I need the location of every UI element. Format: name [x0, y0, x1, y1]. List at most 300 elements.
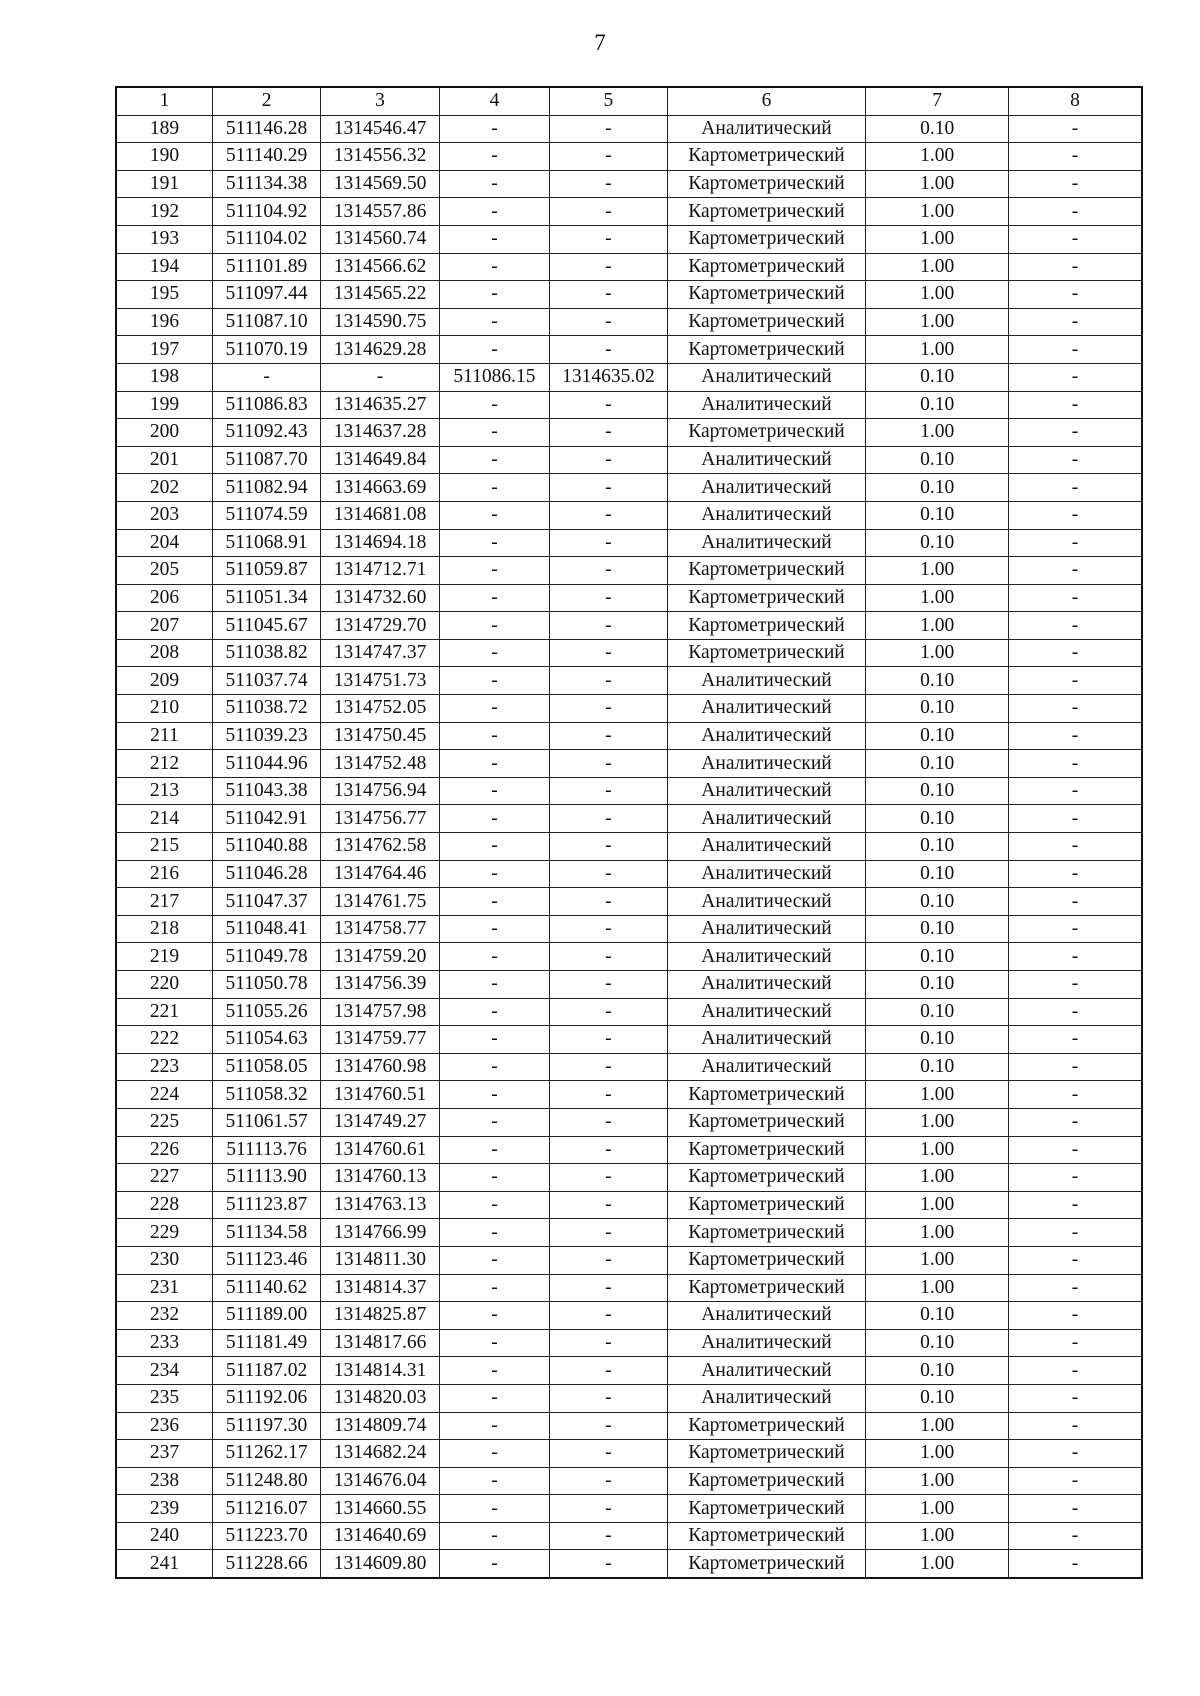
description-cell: - — [1008, 1302, 1142, 1330]
x-new-cell: - — [439, 1026, 549, 1054]
description-cell: - — [1008, 833, 1142, 861]
description-cell: - — [1008, 1191, 1142, 1219]
x-new-cell: - — [439, 1440, 549, 1468]
y-coordinate-cell: 1314757.98 — [321, 998, 439, 1026]
description-cell: - — [1008, 336, 1142, 364]
table-row — [116, 1495, 1142, 1523]
y-coordinate-cell: 1314760.51 — [321, 1081, 439, 1109]
y-coordinate-cell: 1314756.94 — [321, 777, 439, 805]
accuracy-cell: 1.00 — [866, 308, 1009, 336]
point-number-cell: 193 — [116, 225, 212, 253]
x-coordinate-cell: 511074.59 — [212, 501, 320, 529]
x-coordinate-cell: 511049.78 — [212, 943, 320, 971]
y-coordinate-cell: 1314629.28 — [321, 336, 439, 364]
column-header-3: 3 — [321, 87, 439, 115]
x-new-cell: - — [439, 446, 549, 474]
table-row — [116, 1246, 1142, 1274]
x-new-cell: - — [439, 1522, 549, 1550]
accuracy-cell: 1.00 — [866, 1522, 1009, 1550]
table-row — [116, 1467, 1142, 1495]
point-number-cell: 231 — [116, 1274, 212, 1302]
method-cell: Картометрический — [667, 419, 866, 447]
x-coordinate-cell: 511113.90 — [212, 1164, 320, 1192]
y-coordinate-cell: 1314764.46 — [321, 860, 439, 888]
x-new-cell: - — [439, 1384, 549, 1412]
x-new-cell: - — [439, 253, 549, 281]
x-new-cell: 511086.15 — [439, 363, 549, 391]
coordinates-table — [115, 86, 1143, 1579]
y-new-cell: - — [550, 1302, 667, 1330]
x-coordinate-cell: 511054.63 — [212, 1026, 320, 1054]
table-row — [116, 1302, 1142, 1330]
accuracy-cell: 0.10 — [866, 1026, 1009, 1054]
x-coordinate-cell: 511197.30 — [212, 1412, 320, 1440]
description-cell: - — [1008, 1384, 1142, 1412]
y-new-cell: - — [550, 1081, 667, 1109]
description-cell: - — [1008, 281, 1142, 309]
y-coordinate-cell: 1314763.13 — [321, 1191, 439, 1219]
accuracy-cell: 0.10 — [866, 943, 1009, 971]
y-new-cell: - — [550, 474, 667, 502]
table-row — [116, 1053, 1142, 1081]
method-cell: Аналитический — [667, 998, 866, 1026]
point-number-cell: 223 — [116, 1053, 212, 1081]
y-coordinate-cell: 1314681.08 — [321, 501, 439, 529]
description-cell: - — [1008, 1522, 1142, 1550]
y-coordinate-cell: 1314751.73 — [321, 667, 439, 695]
description-cell: - — [1008, 860, 1142, 888]
description-cell: - — [1008, 1412, 1142, 1440]
accuracy-cell: 1.00 — [866, 1136, 1009, 1164]
x-coordinate-cell: 511058.05 — [212, 1053, 320, 1081]
y-coordinate-cell: 1314566.62 — [321, 253, 439, 281]
accuracy-cell: 1.00 — [866, 1191, 1009, 1219]
x-coordinate-cell: 511104.02 — [212, 225, 320, 253]
point-number-cell: 204 — [116, 529, 212, 557]
method-cell: Аналитический — [667, 1053, 866, 1081]
accuracy-cell: 1.00 — [866, 1495, 1009, 1523]
x-coordinate-cell: 511055.26 — [212, 998, 320, 1026]
x-new-cell: - — [439, 529, 549, 557]
x-coordinate-cell: 511068.91 — [212, 529, 320, 557]
x-new-cell: - — [439, 1219, 549, 1247]
x-coordinate-cell: 511101.89 — [212, 253, 320, 281]
y-new-cell: - — [550, 1440, 667, 1468]
point-number-cell: 201 — [116, 446, 212, 474]
description-cell: - — [1008, 584, 1142, 612]
column-header-6: 6 — [667, 87, 866, 115]
x-new-cell: - — [439, 198, 549, 226]
y-new-cell: - — [550, 1550, 667, 1578]
y-coordinate-cell: 1314732.60 — [321, 584, 439, 612]
x-coordinate-cell: 511044.96 — [212, 750, 320, 778]
x-new-cell: - — [439, 1495, 549, 1523]
accuracy-cell: 1.00 — [866, 1081, 1009, 1109]
y-coordinate-cell: 1314747.37 — [321, 639, 439, 667]
point-number-cell: 194 — [116, 253, 212, 281]
x-new-cell: - — [439, 1467, 549, 1495]
method-cell: Аналитический — [667, 915, 866, 943]
x-new-cell: - — [439, 1136, 549, 1164]
x-coordinate-cell: 511037.74 — [212, 667, 320, 695]
description-cell: - — [1008, 1495, 1142, 1523]
point-number-cell: 238 — [116, 1467, 212, 1495]
y-coordinate-cell: 1314712.71 — [321, 557, 439, 585]
x-coordinate-cell: 511058.32 — [212, 1081, 320, 1109]
description-cell: - — [1008, 943, 1142, 971]
description-cell: - — [1008, 1357, 1142, 1385]
y-new-cell: - — [550, 1384, 667, 1412]
accuracy-cell: 1.00 — [866, 1164, 1009, 1192]
description-cell: - — [1008, 170, 1142, 198]
table-row — [116, 998, 1142, 1026]
method-cell: Картометрический — [667, 1412, 866, 1440]
method-cell: Картометрический — [667, 639, 866, 667]
column-header-4: 4 — [439, 87, 549, 115]
x-new-cell: - — [439, 1550, 549, 1578]
x-new-cell: - — [439, 419, 549, 447]
y-new-cell: - — [550, 998, 667, 1026]
method-cell: Картометрический — [667, 170, 866, 198]
description-cell: - — [1008, 1550, 1142, 1578]
description-cell: - — [1008, 612, 1142, 640]
y-coordinate-cell: 1314569.50 — [321, 170, 439, 198]
x-coordinate-cell: 511228.66 — [212, 1550, 320, 1578]
page-number: 7 — [594, 30, 606, 55]
x-new-cell: - — [439, 777, 549, 805]
y-coordinate-cell: 1314649.84 — [321, 446, 439, 474]
table-row — [116, 1108, 1142, 1136]
y-new-cell: - — [550, 1026, 667, 1054]
accuracy-cell: 1.00 — [866, 1108, 1009, 1136]
y-coordinate-cell: 1314682.24 — [321, 1440, 439, 1468]
x-coordinate-cell: 511104.92 — [212, 198, 320, 226]
description-cell: - — [1008, 805, 1142, 833]
x-new-cell: - — [439, 1329, 549, 1357]
y-coordinate-cell: 1314663.69 — [321, 474, 439, 502]
accuracy-cell: 1.00 — [866, 1274, 1009, 1302]
description-cell: - — [1008, 419, 1142, 447]
description-cell: - — [1008, 695, 1142, 723]
y-coordinate-cell: 1314635.27 — [321, 391, 439, 419]
method-cell: Аналитический — [667, 529, 866, 557]
y-coordinate-cell: 1314749.27 — [321, 1108, 439, 1136]
description-cell: - — [1008, 998, 1142, 1026]
accuracy-cell: 0.10 — [866, 998, 1009, 1026]
y-coordinate-cell: 1314590.75 — [321, 308, 439, 336]
table-row — [116, 363, 1142, 391]
y-new-cell: - — [550, 915, 667, 943]
x-new-cell: - — [439, 695, 549, 723]
x-coordinate-cell: 511123.87 — [212, 1191, 320, 1219]
description-cell: - — [1008, 1219, 1142, 1247]
y-coordinate-cell: 1314814.31 — [321, 1357, 439, 1385]
description-cell: - — [1008, 115, 1142, 143]
method-cell: Картометрический — [667, 143, 866, 171]
point-number-cell: 239 — [116, 1495, 212, 1523]
accuracy-cell: 0.10 — [866, 722, 1009, 750]
x-coordinate-cell: 511040.88 — [212, 833, 320, 861]
accuracy-cell: 0.10 — [866, 446, 1009, 474]
x-coordinate-cell: 511140.62 — [212, 1274, 320, 1302]
description-cell: - — [1008, 722, 1142, 750]
column-header-2: 2 — [212, 87, 320, 115]
table-row — [116, 198, 1142, 226]
point-number-cell: 190 — [116, 143, 212, 171]
y-coordinate-cell: 1314557.86 — [321, 198, 439, 226]
method-cell: Аналитический — [667, 777, 866, 805]
table-row — [116, 557, 1142, 585]
y-new-cell: - — [550, 1522, 667, 1550]
table-row — [116, 971, 1142, 999]
x-coordinate-cell: 511047.37 — [212, 888, 320, 916]
y-coordinate-cell: 1314660.55 — [321, 1495, 439, 1523]
description-cell: - — [1008, 363, 1142, 391]
x-new-cell: - — [439, 1274, 549, 1302]
method-cell: Аналитический — [667, 833, 866, 861]
x-coordinate-cell: 511216.07 — [212, 1495, 320, 1523]
x-new-cell: - — [439, 750, 549, 778]
y-coordinate-cell: 1314814.37 — [321, 1274, 439, 1302]
x-coordinate-cell: 511189.00 — [212, 1302, 320, 1330]
description-cell: - — [1008, 777, 1142, 805]
method-cell: Аналитический — [667, 391, 866, 419]
table-row — [116, 888, 1142, 916]
x-new-cell: - — [439, 722, 549, 750]
description-cell: - — [1008, 915, 1142, 943]
x-coordinate-cell: 511092.43 — [212, 419, 320, 447]
table-row — [116, 584, 1142, 612]
point-number-cell: 198 — [116, 363, 212, 391]
x-new-cell: - — [439, 501, 549, 529]
x-new-cell: - — [439, 474, 549, 502]
method-cell: Картометрический — [667, 1219, 866, 1247]
y-new-cell: - — [550, 722, 667, 750]
y-new-cell: - — [550, 198, 667, 226]
y-new-cell: - — [550, 336, 667, 364]
accuracy-cell: 0.10 — [866, 750, 1009, 778]
y-coordinate-cell: 1314762.58 — [321, 833, 439, 861]
y-new-cell: - — [550, 971, 667, 999]
method-cell: Картометрический — [667, 1191, 866, 1219]
y-new-cell: - — [550, 1136, 667, 1164]
y-new-cell: - — [550, 1191, 667, 1219]
y-new-cell: - — [550, 115, 667, 143]
method-cell: Картометрический — [667, 336, 866, 364]
description-cell: - — [1008, 1026, 1142, 1054]
x-new-cell: - — [439, 888, 549, 916]
x-new-cell: - — [439, 1053, 549, 1081]
y-new-cell: - — [550, 446, 667, 474]
table-row — [116, 115, 1142, 143]
table-row — [116, 253, 1142, 281]
description-cell: - — [1008, 253, 1142, 281]
y-new-cell: - — [550, 1495, 667, 1523]
accuracy-cell: 1.00 — [866, 336, 1009, 364]
table-row — [116, 943, 1142, 971]
y-new-cell: 1314635.02 — [550, 363, 667, 391]
accuracy-cell: 1.00 — [866, 1246, 1009, 1274]
y-new-cell: - — [550, 1357, 667, 1385]
method-cell: Аналитический — [667, 1026, 866, 1054]
y-coordinate-cell: 1314546.47 — [321, 115, 439, 143]
description-cell: - — [1008, 750, 1142, 778]
x-new-cell: - — [439, 170, 549, 198]
y-coordinate-cell: 1314752.48 — [321, 750, 439, 778]
x-coordinate-cell: 511051.34 — [212, 584, 320, 612]
table-row — [116, 225, 1142, 253]
point-number-cell: 219 — [116, 943, 212, 971]
accuracy-cell: 1.00 — [866, 1219, 1009, 1247]
method-cell: Аналитический — [667, 943, 866, 971]
point-number-cell: 240 — [116, 1522, 212, 1550]
method-cell: Аналитический — [667, 1357, 866, 1385]
x-new-cell: - — [439, 308, 549, 336]
table-row — [116, 1219, 1142, 1247]
y-coordinate-cell: 1314825.87 — [321, 1302, 439, 1330]
point-number-cell: 191 — [116, 170, 212, 198]
point-number-cell: 228 — [116, 1191, 212, 1219]
point-number-cell: 209 — [116, 667, 212, 695]
accuracy-cell: 1.00 — [866, 584, 1009, 612]
x-new-cell: - — [439, 391, 549, 419]
method-cell: Аналитический — [667, 1384, 866, 1412]
accuracy-cell: 0.10 — [866, 971, 1009, 999]
y-coordinate-cell: 1314766.99 — [321, 1219, 439, 1247]
point-number-cell: 202 — [116, 474, 212, 502]
description-cell: - — [1008, 1467, 1142, 1495]
y-new-cell: - — [550, 1108, 667, 1136]
point-number-cell: 207 — [116, 612, 212, 640]
table-row — [116, 1081, 1142, 1109]
y-new-cell: - — [550, 1246, 667, 1274]
y-coordinate-cell: 1314760.98 — [321, 1053, 439, 1081]
y-new-cell: - — [550, 419, 667, 447]
point-number-cell: 203 — [116, 501, 212, 529]
accuracy-cell: 0.10 — [866, 915, 1009, 943]
method-cell: Картометрический — [667, 1136, 866, 1164]
y-coordinate-cell: 1314817.66 — [321, 1329, 439, 1357]
y-coordinate-cell: 1314756.39 — [321, 971, 439, 999]
x-new-cell: - — [439, 1081, 549, 1109]
method-cell: Аналитический — [667, 363, 866, 391]
accuracy-cell: 0.10 — [866, 777, 1009, 805]
y-new-cell: - — [550, 860, 667, 888]
x-new-cell: - — [439, 860, 549, 888]
accuracy-cell: 1.00 — [866, 281, 1009, 309]
table-row — [116, 281, 1142, 309]
table-row — [116, 1357, 1142, 1385]
y-new-cell: - — [550, 639, 667, 667]
table-row — [116, 805, 1142, 833]
x-new-cell: - — [439, 281, 549, 309]
y-coordinate-cell: 1314560.74 — [321, 225, 439, 253]
y-coordinate-cell: 1314759.77 — [321, 1026, 439, 1054]
point-number-cell: 192 — [116, 198, 212, 226]
column-header-1: 1 — [116, 87, 212, 115]
x-coordinate-cell: 511140.29 — [212, 143, 320, 171]
x-new-cell: - — [439, 336, 549, 364]
point-number-cell: 220 — [116, 971, 212, 999]
point-number-cell: 199 — [116, 391, 212, 419]
table-row — [116, 336, 1142, 364]
method-cell: Картометрический — [667, 1495, 866, 1523]
point-number-cell: 236 — [116, 1412, 212, 1440]
method-cell: Картометрический — [667, 612, 866, 640]
accuracy-cell: 1.00 — [866, 198, 1009, 226]
point-number-cell: 212 — [116, 750, 212, 778]
table-row — [116, 1026, 1142, 1054]
point-number-cell: 225 — [116, 1108, 212, 1136]
x-new-cell: - — [439, 143, 549, 171]
y-new-cell: - — [550, 529, 667, 557]
y-coordinate-cell: 1314637.28 — [321, 419, 439, 447]
method-cell: Картометрический — [667, 557, 866, 585]
x-coordinate-cell: 511061.57 — [212, 1108, 320, 1136]
x-new-cell: - — [439, 998, 549, 1026]
accuracy-cell: 1.00 — [866, 143, 1009, 171]
table-row — [116, 1191, 1142, 1219]
x-new-cell: - — [439, 971, 549, 999]
accuracy-cell: 0.10 — [866, 833, 1009, 861]
method-cell: Картометрический — [667, 1164, 866, 1192]
accuracy-cell: 1.00 — [866, 639, 1009, 667]
y-new-cell: - — [550, 170, 667, 198]
description-cell: - — [1008, 308, 1142, 336]
description-cell: - — [1008, 557, 1142, 585]
y-coordinate-cell: 1314694.18 — [321, 529, 439, 557]
accuracy-cell: 0.10 — [866, 860, 1009, 888]
accuracy-cell: 0.10 — [866, 1053, 1009, 1081]
point-number-cell: 241 — [116, 1550, 212, 1578]
x-new-cell: - — [439, 1246, 549, 1274]
x-coordinate-cell: 511181.49 — [212, 1329, 320, 1357]
y-coordinate-cell: 1314760.13 — [321, 1164, 439, 1192]
table-row — [116, 1164, 1142, 1192]
method-cell: Картометрический — [667, 1440, 866, 1468]
table-row — [116, 391, 1142, 419]
accuracy-cell: 1.00 — [866, 1550, 1009, 1578]
accuracy-cell: 1.00 — [866, 1412, 1009, 1440]
accuracy-cell: 0.10 — [866, 501, 1009, 529]
method-cell: Картометрический — [667, 253, 866, 281]
y-new-cell: - — [550, 667, 667, 695]
method-cell: Картометрический — [667, 198, 866, 226]
x-new-cell: - — [439, 915, 549, 943]
method-cell: Картометрический — [667, 308, 866, 336]
accuracy-cell: 0.10 — [866, 667, 1009, 695]
x-coordinate-cell: 511038.72 — [212, 695, 320, 723]
accuracy-cell: 0.10 — [866, 529, 1009, 557]
x-coordinate-cell: 511146.28 — [212, 115, 320, 143]
y-coordinate-cell: 1314809.74 — [321, 1412, 439, 1440]
description-cell: - — [1008, 198, 1142, 226]
y-coordinate-cell: 1314565.22 — [321, 281, 439, 309]
method-cell: Аналитический — [667, 1302, 866, 1330]
table-row — [116, 1550, 1142, 1578]
y-new-cell: - — [550, 1467, 667, 1495]
y-coordinate-cell: 1314761.75 — [321, 888, 439, 916]
x-coordinate-cell: 511038.82 — [212, 639, 320, 667]
point-number-cell: 206 — [116, 584, 212, 612]
point-number-cell: 213 — [116, 777, 212, 805]
x-new-cell: - — [439, 1357, 549, 1385]
y-coordinate-cell: 1314758.77 — [321, 915, 439, 943]
column-header-7: 7 — [866, 87, 1009, 115]
y-new-cell: - — [550, 833, 667, 861]
point-number-cell: 216 — [116, 860, 212, 888]
point-number-cell: 221 — [116, 998, 212, 1026]
